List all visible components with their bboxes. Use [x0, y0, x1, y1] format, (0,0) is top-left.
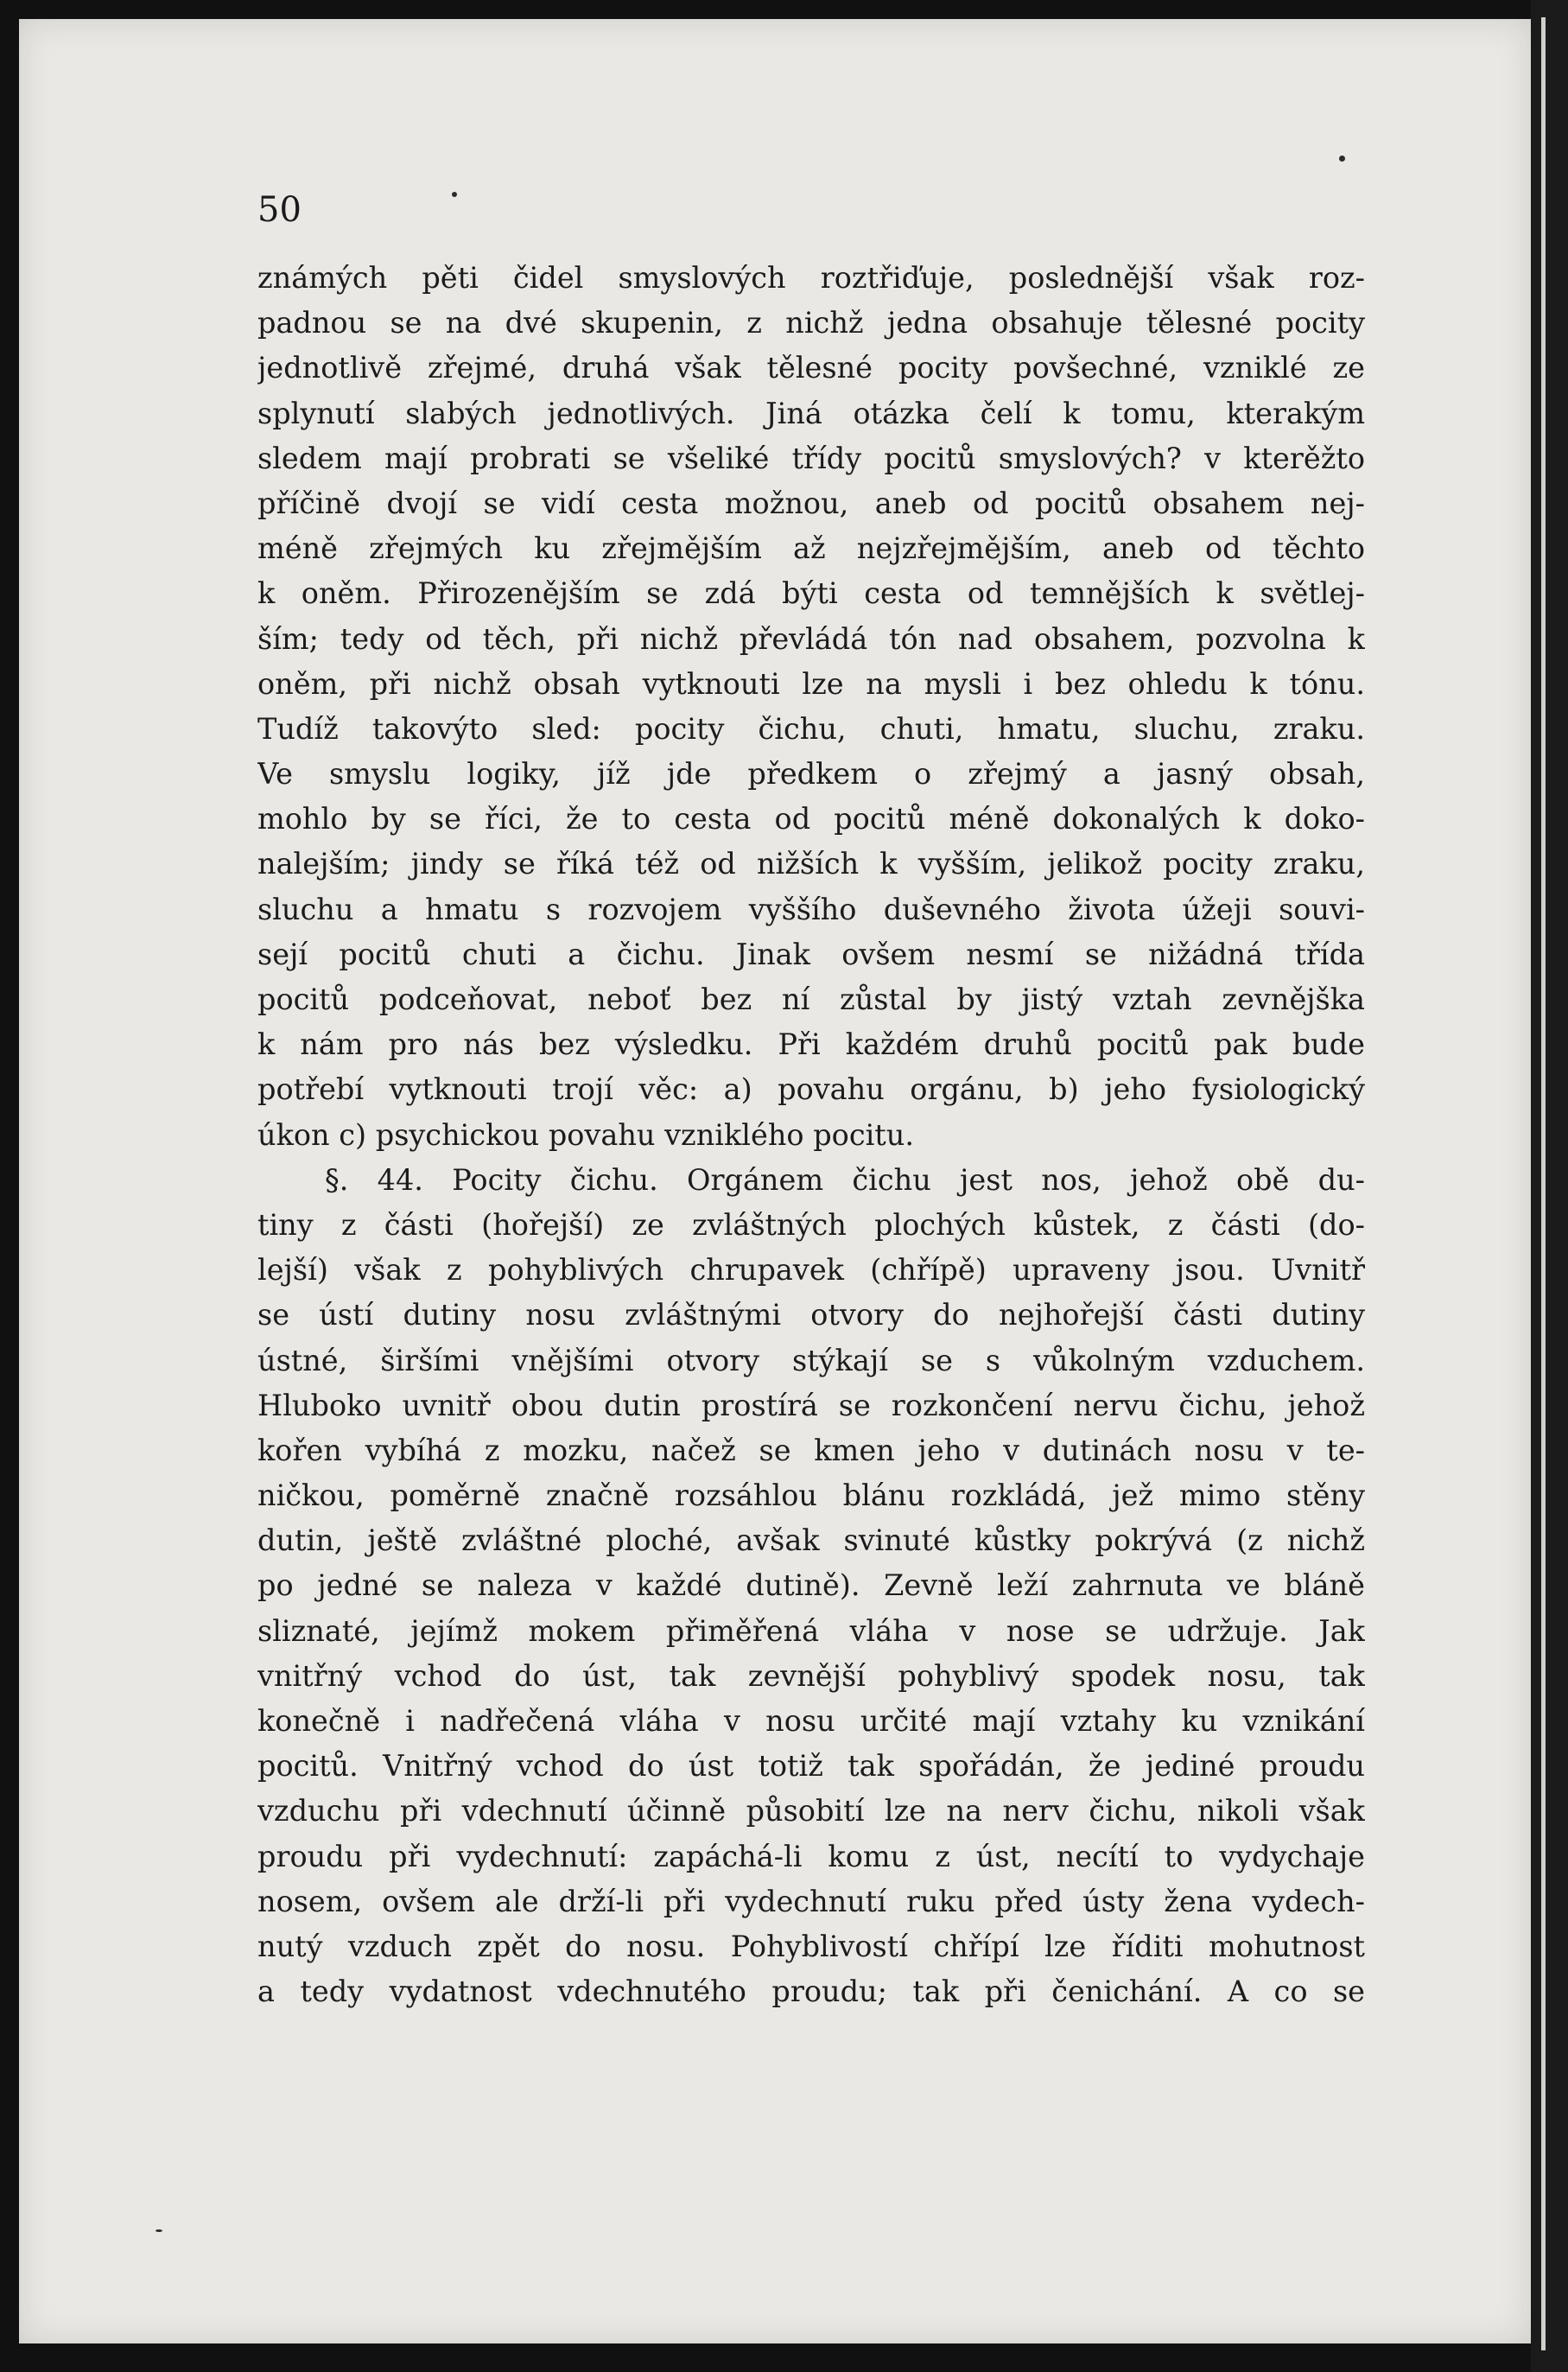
text-line: jednotlivě zřejmé, druhá však tělesné pocity povšechné, vzniklé ze: [257, 351, 1365, 385]
text-line: se ústí dutiny nosu zvláštnými otvory do nejhořejší části dutiny: [257, 1298, 1365, 1332]
text-line: konečně i nadřečená vláha v nosu určité mají vztahy ku vznikání: [257, 1704, 1365, 1738]
text-line: známých pěti čidel smyslových roztřiďuje, poslednější však roz-: [257, 261, 1365, 295]
text-line: sejí pocitů chuti a čichu. Jinak ovšem nesmí se nižádná třída: [257, 937, 1365, 971]
text-line: po jedné se naleza v každé dutině). Zevně leží zahrnuta ve bláně: [257, 1568, 1365, 1603]
text-line: sledem mají probrati se všeliké třídy pocitů smyslových? v kterěžto: [257, 441, 1365, 475]
text-line: k oněm. Přirozenějším se zdá býti cesta od temnějších k světlej-: [257, 576, 1365, 611]
text-line: oněm, při nichž obsah vytknouti lze na mysli i bez ohledu k tónu.: [257, 666, 1365, 701]
text-line: potřebí vytknouti trojí věc: a) povahu orgánu, b) jeho fysiologický: [257, 1072, 1365, 1107]
text-line: k nám pro nás bez výsledku. Při každém druhů pocitů pak bude: [257, 1027, 1365, 1062]
text-line: Tudíž takovýto sled: pocity čichu, chuti, hmatu, sluchu, zraku.: [257, 711, 1365, 746]
page-edge-line: [1541, 17, 1546, 2350]
text-line: ústné, širšími vnějšími otvory stýkají se s vůkolným vzduchem.: [257, 1343, 1365, 1377]
text-line: nutý vzduch zpět do nosu. Pohyblivostí chřípí lze říditi mohutnost: [257, 1929, 1365, 1963]
scan-speck: [156, 2229, 162, 2232]
text-line: sliznaté, jejímž mokem přiměřená vláha v nose se udržuje. Jak: [257, 1613, 1365, 1648]
text-line: Hluboko uvnitř obou dutin prostírá se rozkončení nervu čichu, jehož: [257, 1388, 1365, 1422]
text-line: mohlo by se říci, že to cesta od pocitů méně dokonalých k doko-: [257, 802, 1365, 836]
text-line: méně zřejmých ku zřejmějším až nejzřejmějším, aneb od těchto: [257, 531, 1365, 566]
page-number: 50: [257, 190, 302, 230]
text-line: dutin, ještě zvláštné ploché, avšak svinuté kůstky pokrývá (z nichž: [257, 1523, 1365, 1558]
scan-speck: [1339, 156, 1345, 162]
text-line: pocitů. Vnitřný vchod do úst totiž tak spořádán, že jediné proudu: [257, 1749, 1365, 1784]
text-line: příčině dvojí se vidí cesta možnou, aneb od pocitů obsahem nej-: [257, 486, 1365, 520]
text-line: splynutí slabých jednotlivých. Jiná otázka čelí k tomu, kterakým: [257, 396, 1365, 430]
text-line: nosem, ovšem ale drží-li při vydechnutí ruku před ústy žena vydech-: [257, 1884, 1365, 1918]
text-line: proudu při vydechnutí: zapáchá-li komu z úst, necítí to vydychaje: [257, 1839, 1365, 1873]
text-line: padnou se na dvé skupenin, z nichž jedna obsahuje tělesné pocity: [257, 306, 1365, 340]
body-text: [257, 256, 1365, 2014]
scan-speck: [452, 192, 457, 197]
text-line: kořen vybíhá z mozku, načež se kmen jeho v dutinách nosu v te-: [257, 1433, 1365, 1467]
text-line: ším; tedy od těch, při nichž převládá tón nad obsahem, pozvolna k: [257, 621, 1365, 656]
text-line: vnitřný vchod do úst, tak zevnější pohyblivý spodek nosu, tak: [257, 1658, 1365, 1693]
section-heading-line: §. 44. Pocity čichu. Orgánem čichu jest nos, jehož obě du-: [325, 1162, 1365, 1197]
text-line: vzduchu při vdechnutí účinně působití lze na nerv čichu, nikoli však: [257, 1794, 1365, 1828]
text-line: lejší) však z pohyblivých chrupavek (chřípě) upraveny jsou. Uvnitř: [257, 1253, 1365, 1288]
text-line: úkon c) psychickou povahu vzniklého pocitu.: [257, 1117, 914, 1152]
text-line: pocitů podceňovat, neboť bez ní zůstal by jistý vztah zevnějška: [257, 983, 1365, 1016]
text-line: ničkou, poměrně značně rozsáhlou blánu rozkládá, jež mimo stěny: [257, 1479, 1365, 1513]
text-line: Ve smyslu logiky, jíž jde předkem o zřejmý a jasný obsah,: [257, 757, 1365, 792]
text-line: sluchu a hmatu s rozvojem vyššího duševného života úžeji souvi-: [257, 892, 1365, 926]
text-line: nalejším; jindy se říká též od nižších k vyšším, jelikož pocity zraku,: [257, 847, 1365, 881]
text-line: a tedy vydatnost vdechnutého proudu; tak při čenichání. A co se: [257, 1975, 1365, 2009]
adjacent-page-edge: [1531, 0, 1568, 2372]
text-line: tiny z části (hořejší) ze zvláštných plochých kůstek, z části (do-: [257, 1207, 1365, 1242]
